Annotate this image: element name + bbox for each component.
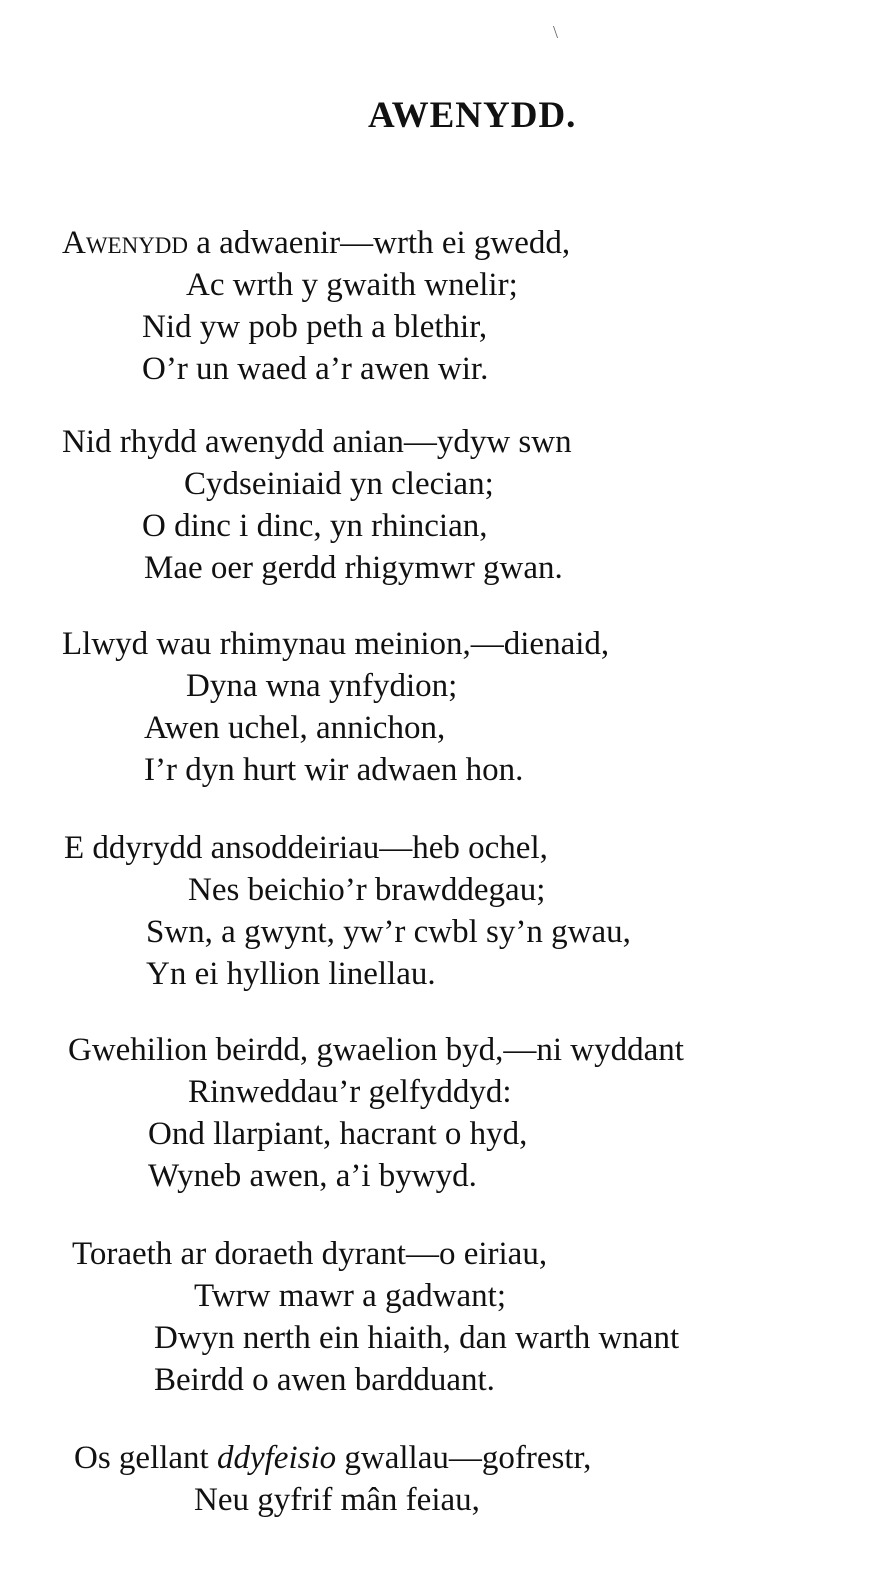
verse-line: Cydseiniaid yn clecian; — [184, 466, 494, 502]
verse-line: Nid rhydd awenydd anian—ydyw swn — [62, 424, 572, 460]
verse-line: Awen uchel, annichon, — [144, 710, 446, 746]
verse-text: a adwaenir—wrth ei gwedd, — [188, 225, 571, 261]
verse-text: Os gellant — [74, 1440, 217, 1476]
verse-italic-word: ddyfeisio — [216, 1440, 337, 1476]
verse-line: Ond llarpiant, hacrant o hyd, — [148, 1116, 528, 1152]
verse-line: Yn ei hyllion linellau. — [146, 956, 436, 992]
verse-line: Mae oer gerdd rhigymwr gwan. — [144, 550, 563, 586]
ink-speck: \ — [553, 22, 559, 42]
verse-line: Neu gyfrif mân feiau, — [194, 1482, 480, 1518]
verse-line: Dyna wna ynfydion; — [186, 668, 458, 704]
verse-line: Ac wrth y gwaith wnelir; — [186, 267, 518, 303]
verse-line — [74, 1438, 591, 1478]
poem-title: AWENYDD. — [368, 95, 577, 136]
verse-line: O dinc i dinc, yn rhincian, — [142, 508, 488, 544]
verse-line: Nid yw pob peth a blethir, — [142, 309, 488, 345]
verse-line: I’r dyn hurt wir adwaen hon. — [144, 752, 524, 788]
verse-line: Swn, a gwynt, yw’r cwbl sy’n gwau, — [146, 914, 631, 950]
verse-line: E ddyrydd ansoddeiriau—heb ochel, — [64, 830, 548, 866]
verse-line: Wyneb awen, a’i bywyd. — [148, 1158, 477, 1194]
verse-line: Dwyn nerth ein hiaith, dan warth wnant — [154, 1320, 680, 1356]
verse-line: O’r un waed a’r awen wir. — [142, 351, 489, 387]
verse-line — [62, 223, 570, 263]
verse-line: Nes beichio’r brawddegau; — [188, 872, 546, 908]
verse-line: Llwyd wau rhimynau meinion,—dienaid, — [62, 626, 610, 662]
verse-line: Twrw mawr a gadwant; — [194, 1278, 507, 1314]
verse-line: Rinweddau’r gelfyddyd: — [188, 1074, 512, 1110]
verse-line: Beirdd o awen bardduant. — [154, 1362, 495, 1398]
verse-lead-word: Awenydd — [62, 225, 189, 261]
verse-text: gwallau—gofrestr, — [336, 1440, 592, 1476]
verse-line: Toraeth ar doraeth dyrant—o eiriau, — [72, 1236, 548, 1272]
verse-line: Gwehilion beirdd, gwaelion byd,—ni wyddant — [68, 1032, 684, 1068]
